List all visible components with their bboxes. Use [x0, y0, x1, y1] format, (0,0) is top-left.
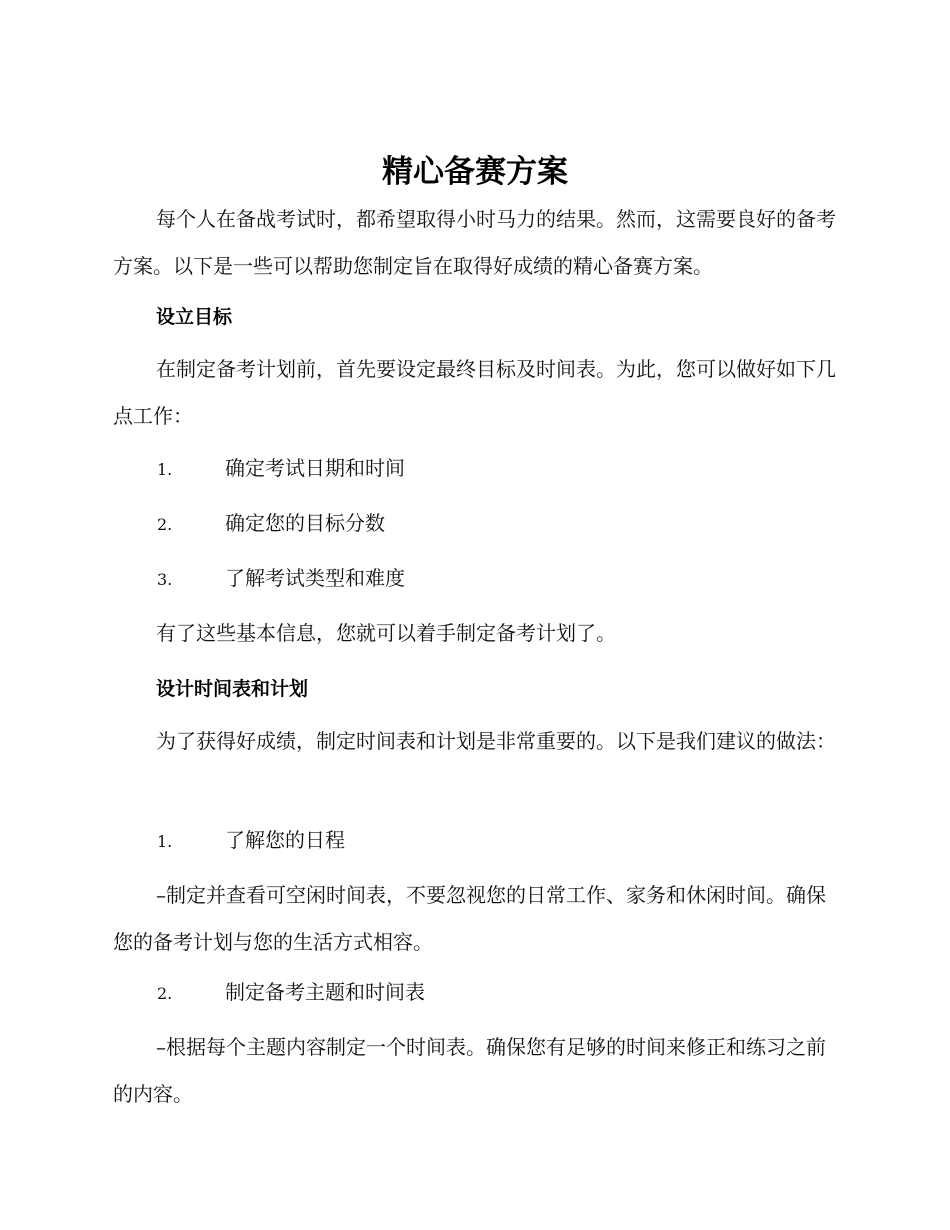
goals-paragraph: 在制定备考计划前，首先要设定最终目标及时间表。为此，您可以做好如下几点工作： — [113, 357, 836, 428]
list-item-detail: –根据每个主题内容制定一个时间表。确保您有足够的时间来修正和练习之前的内容。 — [113, 1035, 826, 1106]
intro-paragraph: 每个人在备战考试时，都希望取得小时马力的结果。然而，这需要良好的备考方案。以下是一些可以帮助您制定旨在取得好成绩的精心备赛方案。 — [113, 207, 836, 278]
document-title: 精心备赛方案 — [382, 154, 568, 190]
list-item — [157, 825, 345, 857]
list-text: 了解考试类型和难度 — [225, 566, 405, 590]
list-number: 3. — [157, 570, 173, 589]
list-number: 2. — [157, 515, 173, 534]
list-item — [157, 453, 405, 485]
list-number: 2. — [157, 984, 173, 1003]
list-text: 确定您的目标分数 — [225, 511, 385, 535]
list-number: 1. — [157, 460, 173, 479]
list-text: 了解您的日程 — [225, 828, 345, 852]
list-number: 1. — [157, 832, 173, 851]
section-heading-goals: 设立目标 — [156, 306, 233, 328]
goals-closing-paragraph: 有了这些基本信息，您就可以着手制定备考计划了。 — [156, 621, 616, 645]
list-text: 制定备考主题和时间表 — [225, 980, 425, 1004]
section-heading-schedule: 设计时间表和计划 — [156, 678, 309, 700]
list-item — [157, 977, 425, 1009]
schedule-paragraph: 为了获得好成绩，制定时间表和计划是非常重要的。以下是我们建议的做法： — [156, 729, 836, 753]
list-item — [157, 563, 405, 595]
list-item-detail: –制定并查看可空闲时间表，不要忽视您的日常工作、家务和休闲时间。确保您的备考计划与您的生活方式相容。 — [113, 883, 826, 954]
list-item — [157, 508, 385, 540]
list-text: 确定考试日期和时间 — [225, 456, 405, 480]
